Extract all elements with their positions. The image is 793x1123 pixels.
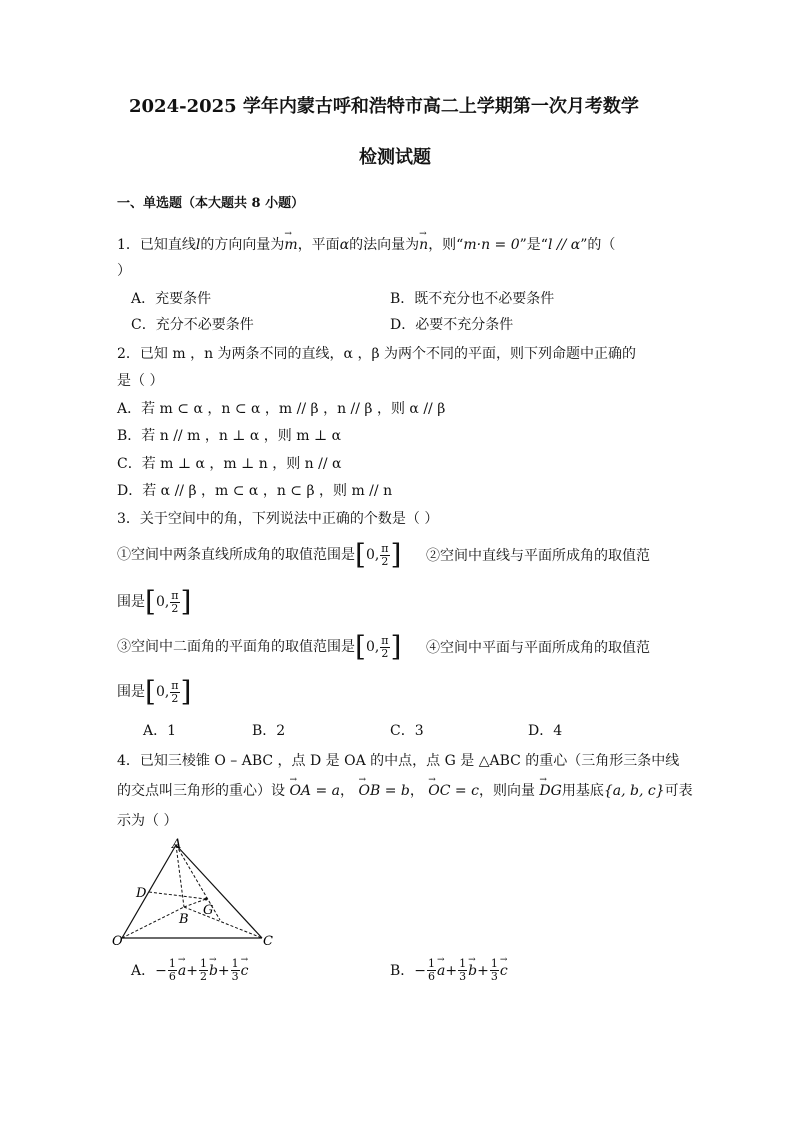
question-4-stem-cont2: 示为（ ）: [117, 813, 178, 829]
label-O: O: [112, 934, 123, 949]
edge-AC: [176, 845, 262, 938]
question-3-stem: 3．关于空间中的角，下列说法中正确的个数是（ ）: [117, 511, 439, 527]
document-title-line1: 2024-2025 学年内蒙古呼和浩特市高二上学期第一次月考数学: [129, 96, 639, 117]
q3-option-a[interactable]: A．1: [143, 723, 177, 739]
q3-option-b[interactable]: B．2: [252, 723, 286, 739]
q1-option-c[interactable]: C．充分不必要条件: [131, 317, 254, 333]
question-1-stem-cont: ）: [117, 263, 131, 279]
edge-BC: [184, 907, 262, 938]
segment-DG: [149, 892, 206, 899]
q3-statement-4a: ④空间中平面与平面所成角的取值范: [426, 640, 650, 656]
range-0-pi-over-2: [ 0, $\frac{\pi}{2}$ ]: [355, 630, 402, 663]
question-1-stem: 1．已知直线l的方向向量为→ m，平面α的法向量为→ n，则“m·n = 0”是“l // α”的（: [117, 236, 615, 254]
q3-statement-2b: 围是 [ 0, $\frac{\pi}{2}$ ]: [117, 585, 192, 618]
label-A: A: [172, 837, 182, 852]
point-G: [205, 898, 208, 901]
range-0-pi-over-2: [ 0, $\frac{\pi}{2}$ ]: [145, 675, 192, 708]
q2-option-d[interactable]: D．若 α // β ，m ⊂ α ，n ⊂ β ，则 m // n: [117, 483, 393, 499]
q3-statement-2a: ②空间中直线与平面所成角的取值范: [426, 548, 650, 564]
edge-AB: [176, 845, 184, 907]
label-D: D: [136, 886, 147, 901]
range-0-pi-over-2: [ 0, $\frac{\pi}{2}$ ]: [355, 538, 402, 571]
q4-option-b[interactable]: B． − $\frac{1}{6}$ → a + $\frac{1}{3}$ → b + $\frac{1}{3}$ → c: [390, 958, 508, 983]
q3-statement-3: ③空间中二面角的平面角的取值范围是 [ 0, $\frac{\pi}{2}$ ]: [117, 630, 402, 663]
q2-option-a[interactable]: A．若 m ⊂ α ，n ⊂ α ，m // β ，n // β ，则 α // β: [117, 401, 446, 417]
vector-oc: → OC = c: [428, 782, 479, 800]
q1-option-d[interactable]: D．必要不充分条件: [390, 317, 514, 333]
section-header: 一、单选题（本大题共 8 小题）: [117, 196, 305, 211]
q2-option-b[interactable]: B．若 n // m ，n ⊥ α ，则 m ⊥ α: [117, 428, 342, 444]
median-A: [176, 845, 220, 920]
q3-statement-4b: 围是 [ 0, $\frac{\pi}{2}$ ]: [117, 675, 192, 708]
q4-option-a[interactable]: A． − $\frac{1}{6}$ → a + $\frac{1}{2}$ → b + $\frac{1}{3}$ → c: [131, 958, 249, 983]
q2-option-c[interactable]: C．若 m ⊥ α ，m ⊥ n ，则 n // α: [117, 456, 342, 472]
vector-ob: → OB = b: [358, 782, 409, 800]
q3-statement-1: ①空间中两条直线所成角的取值范围是 [ 0, $\frac{\pi}{2}$ ]: [117, 538, 402, 571]
document-title-line2: 检测试题: [359, 147, 431, 168]
q3-option-c[interactable]: C．3: [390, 723, 424, 739]
q1-option-b[interactable]: B．既不充分也不必要条件: [390, 291, 555, 307]
label-G: G: [203, 903, 214, 918]
label-B: B: [179, 912, 189, 927]
basis-set: {a, b, c}: [603, 783, 665, 799]
question-2-stem-cont: 是（ ）: [117, 373, 164, 389]
range-0-pi-over-2: [ 0, $\frac{\pi}{2}$ ]: [145, 585, 192, 618]
label-C: C: [263, 934, 273, 949]
question-4-stem: 4．已知三棱锥 O – ABC ，点 D 是 OA 的中点，点 G 是 △ABC 的重心（三角形三条中线: [117, 753, 680, 769]
q1-option-a[interactable]: A．充要条件: [131, 291, 212, 307]
question-2-stem: 2．已知 m ，n 为两条不同的直线，α ，β 为两个不同的平面，则下列命题中正确的: [117, 346, 636, 362]
question-4-stem-cont: 的交点叫三角形的重心）设 → OA = a， → OB = b， → OC = c，则向量 → DG用基底{a, b, c}可表: [117, 782, 693, 800]
vector-dg: → DG: [539, 782, 561, 800]
q3-option-d[interactable]: D．4: [528, 723, 563, 739]
vector-oa: → OA = a: [289, 782, 340, 800]
tetrahedron-figure: [110, 835, 290, 950]
